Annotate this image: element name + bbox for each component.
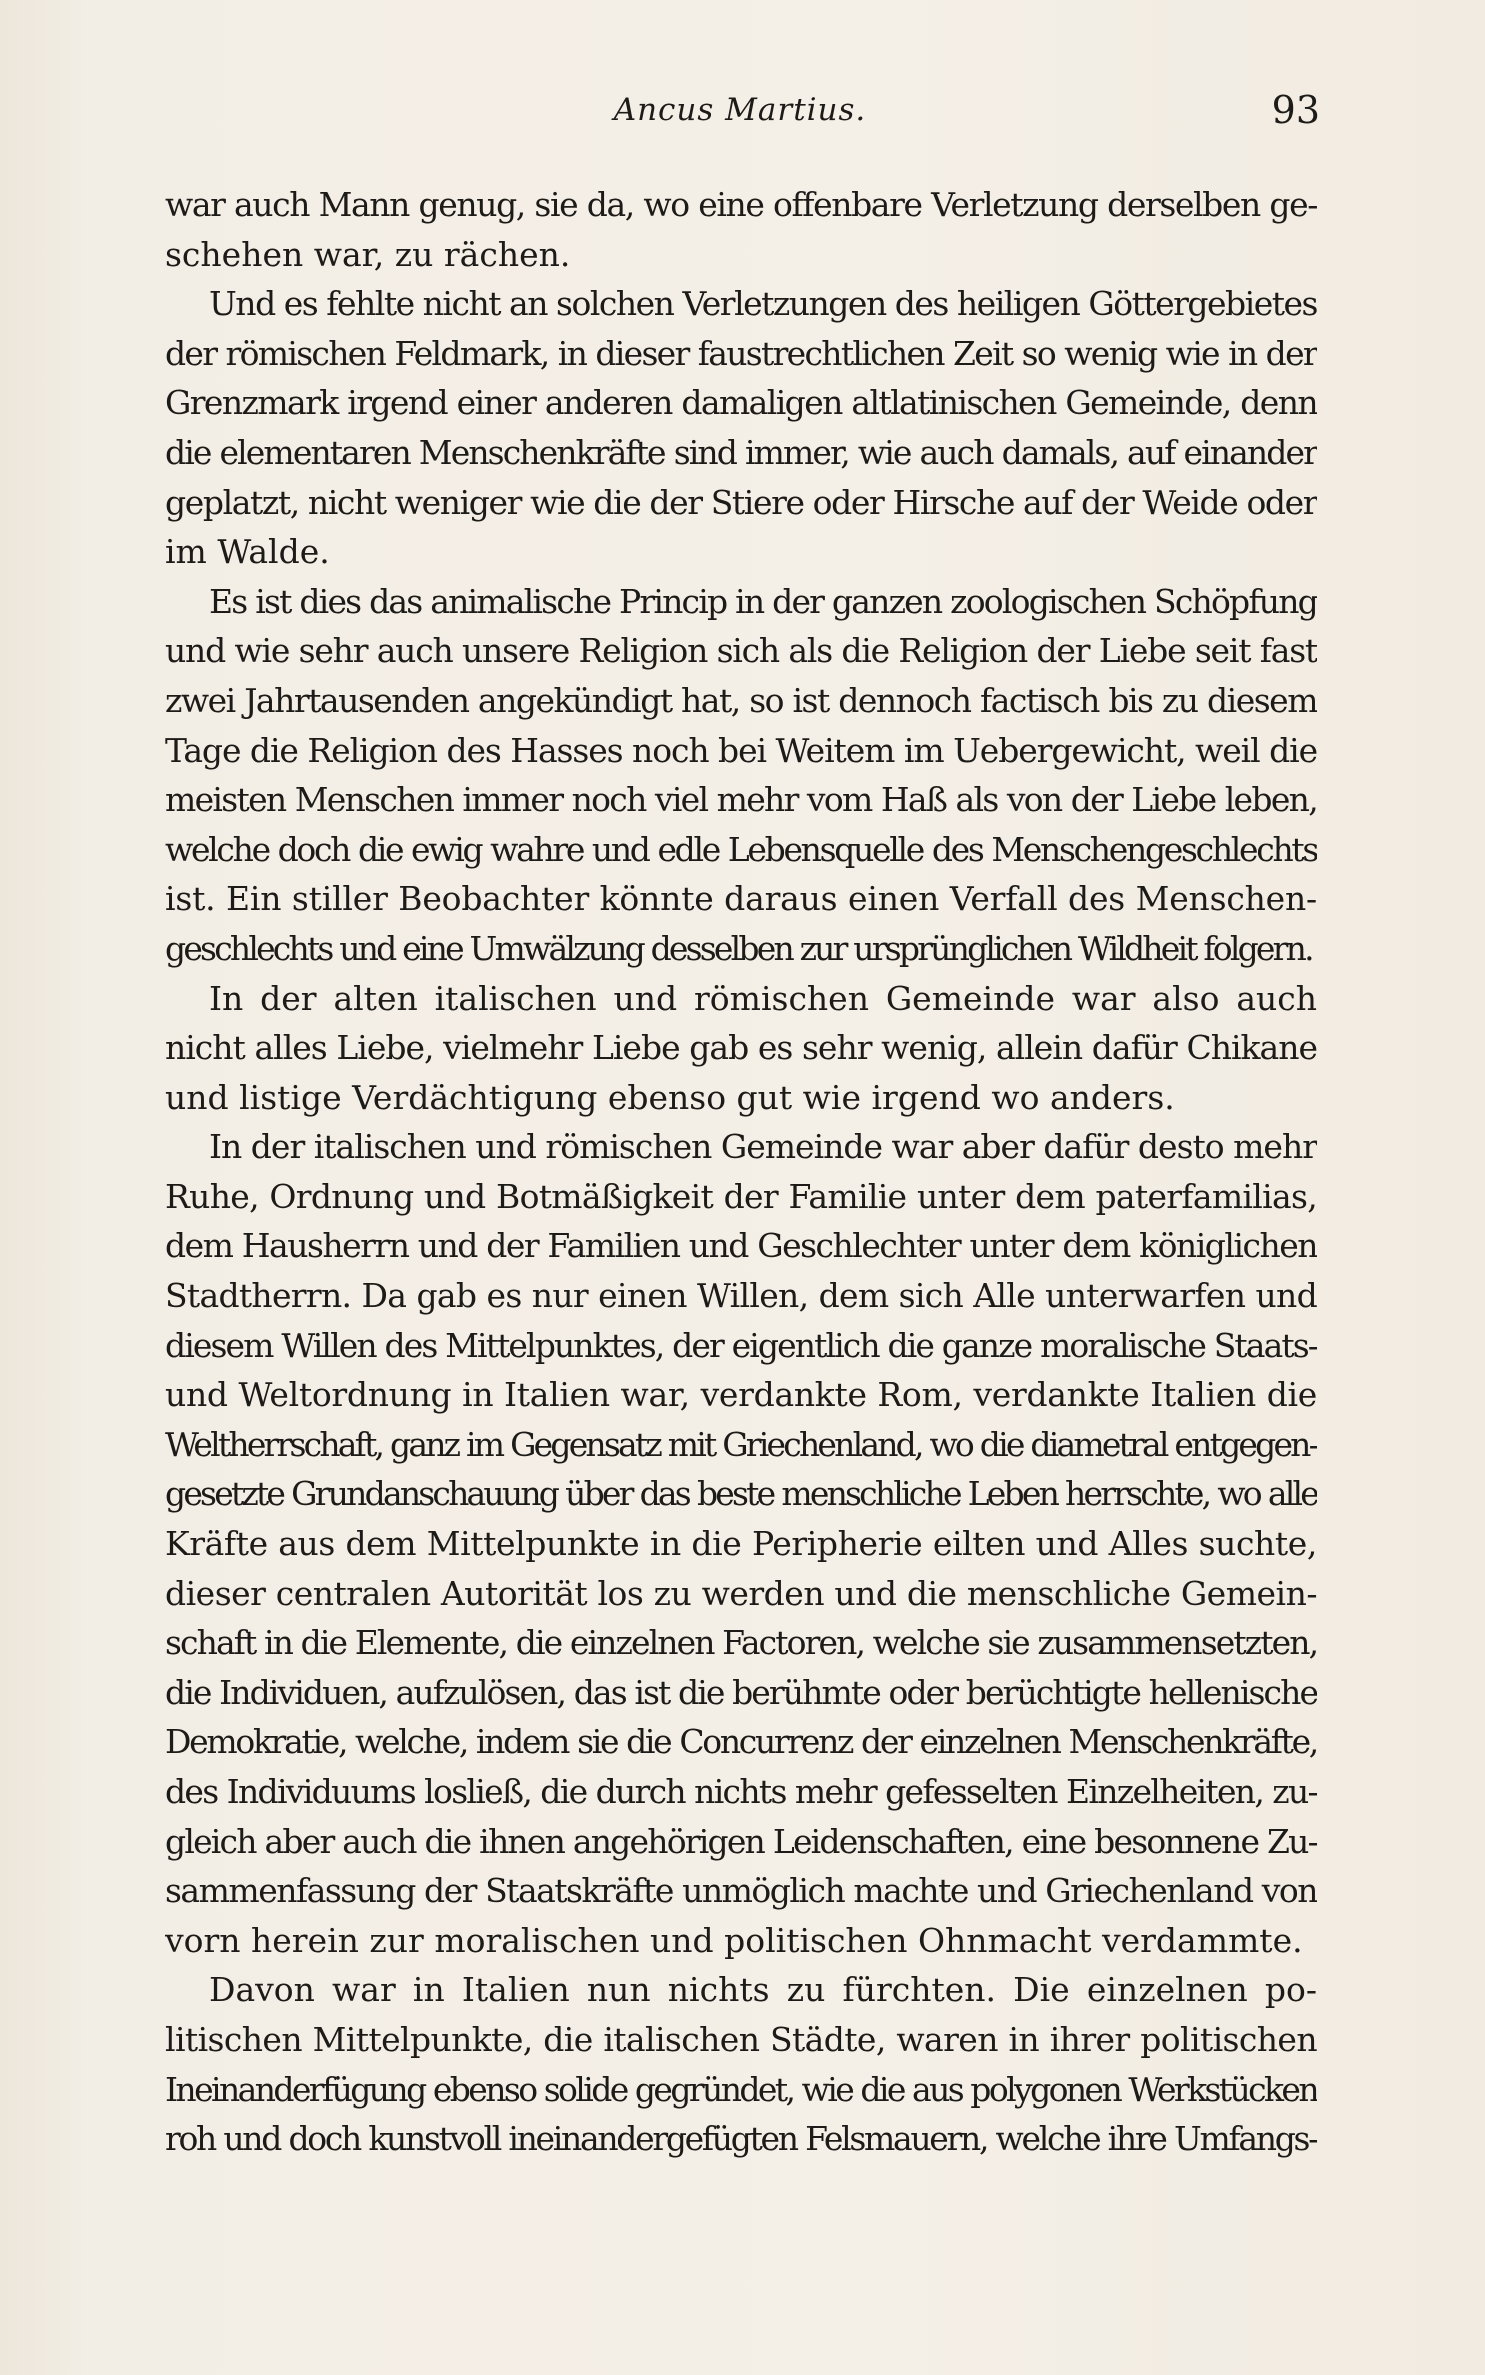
- text-line: und Weltordnung in Italien war, verdankte Rom, verdankte Italien die: [165, 1375, 1317, 1415]
- text-line: des Individuums losließ, die durch nichts mehr gefesselten Einzelheiten, zu-: [165, 1772, 1317, 1811]
- text-line: Demokratie, welche, indem sie die Concurrenz der einzelnen Menschenkräfte,: [165, 1722, 1317, 1762]
- page-header: [160, 88, 1320, 152]
- text-line: Ineinanderfügung ebenso solide gegründet, wie die aus polygonen Werkstücken: [165, 2069, 1317, 2109]
- text-line: Kräfte aus dem Mittelpunkte in die Peripherie eilten und Alles suchte,: [165, 1524, 1317, 1564]
- text-line: im Walde.: [165, 532, 330, 572]
- text-line: Grenzmark irgend einer anderen damaligen altlatinischen Gemeinde, denn: [165, 383, 1317, 423]
- text-line: schaft in die Elemente, die einzelnen Factoren, welche sie zusammensetzten,: [165, 1623, 1317, 1663]
- text-line: Und es fehlte nicht an solchen Verletzungen des heiligen Göttergebietes: [209, 284, 1317, 324]
- text-line: Weltherrschaft, ganz im Gegensatz mit Griechenland, wo die diametral entgegen-: [165, 1424, 1317, 1464]
- text-line: geplatzt, nicht weniger wie die der Stiere oder Hirsche auf der Weide oder: [165, 482, 1317, 522]
- text-line: geschlechts und eine Umwälzung desselben zur ursprünglichen Wildheit folgern.: [165, 928, 1312, 968]
- text-line: diesem Willen des Mittelpunktes, der eigentlich die ganze moralische Staats-: [165, 1325, 1317, 1365]
- text-line: ist. Ein stiller Beobachter könnte daraus einen Verfall des Menschen-: [165, 879, 1317, 919]
- text-line: Ruhe, Ordnung und Botmäßigkeit der Familie unter dem paterfamilias,: [165, 1176, 1317, 1216]
- text-line: die elementaren Menschenkräfte sind immer, wie auch damals, auf einander: [165, 432, 1317, 472]
- body-text: [165, 180, 1317, 2164]
- text-line: meisten Menschen immer noch viel mehr vom Haß als von der Liebe leben,: [165, 780, 1317, 820]
- text-line: und wie sehr auch unsere Religion sich als die Religion der Liebe seit fast: [165, 631, 1317, 671]
- text-line: gesetzte Grundanschauung über das beste menschliche Leben herrschte, wo alle: [165, 1474, 1317, 1514]
- text-line: Tage die Religion des Hasses noch bei Weitem im Uebergewicht, weil die: [165, 730, 1317, 770]
- text-line: nicht alles Liebe, vielmehr Liebe gab es sehr wenig, allein dafür Chikane: [165, 1028, 1317, 1068]
- text-line: Es ist dies das animalische Princip in der ganzen zoologischen Schöpfung: [209, 581, 1317, 621]
- text-line: zwei Jahrtausenden angekündigt hat, so ist dennoch factisch bis zu diesem: [165, 680, 1317, 720]
- text-line: In der italischen und römischen Gemeinde war aber dafür desto mehr: [209, 1127, 1317, 1167]
- text-line: In der alten italischen und römischen Gemeinde war also auch: [209, 978, 1317, 1018]
- text-line: gleich aber auch die ihnen angehörigen Leidenschaften, eine besonnene Zu-: [165, 1821, 1317, 1861]
- running-head: Ancus Martius.: [613, 92, 867, 128]
- text-line: der römischen Feldmark, in dieser faustrechtlichen Zeit so wenig wie in der: [165, 333, 1317, 373]
- text-line: welche doch die ewig wahre und edle Lebensquelle des Menschengeschlechts: [165, 829, 1317, 869]
- text-line: sammenfassung der Staatskräfte unmöglich machte und Griechenland von: [165, 1871, 1317, 1911]
- text-line: die Individuen, aufzulösen, das ist die berühmte oder berüchtigte hellenische: [165, 1672, 1317, 1712]
- text-line: schehen war, zu rächen.: [165, 234, 571, 274]
- text-line: Davon war in Italien nun nichts zu fürchten. Die einzelnen po-: [209, 1970, 1317, 2010]
- text-line: und listige Verdächtigung ebenso gut wie irgend wo anders.: [165, 1077, 1175, 1117]
- text-line: vorn herein zur moralischen und politischen Ohnmacht verdammte.: [165, 1920, 1303, 1960]
- text-line: dieser centralen Autorität los zu werden und die menschliche Gemein-: [165, 1573, 1317, 1613]
- page-number: 93: [1271, 88, 1320, 132]
- text-line: war auch Mann genug, sie da, wo eine offenbare Verletzung derselben ge-: [165, 185, 1317, 224]
- text-line: roh und doch kunstvoll ineinandergefügten Felsmauern, welche ihre Umfangs-: [165, 2119, 1317, 2159]
- text-line: litischen Mittelpunkte, die italischen Städte, waren in ihrer politischen: [165, 2019, 1317, 2059]
- text-line: dem Hausherrn und der Familien und Geschlechter unter dem königlichen: [165, 1226, 1317, 1266]
- text-line: Stadtherrn. Da gab es nur einen Willen, dem sich Alle unterwarfen und: [165, 1276, 1317, 1316]
